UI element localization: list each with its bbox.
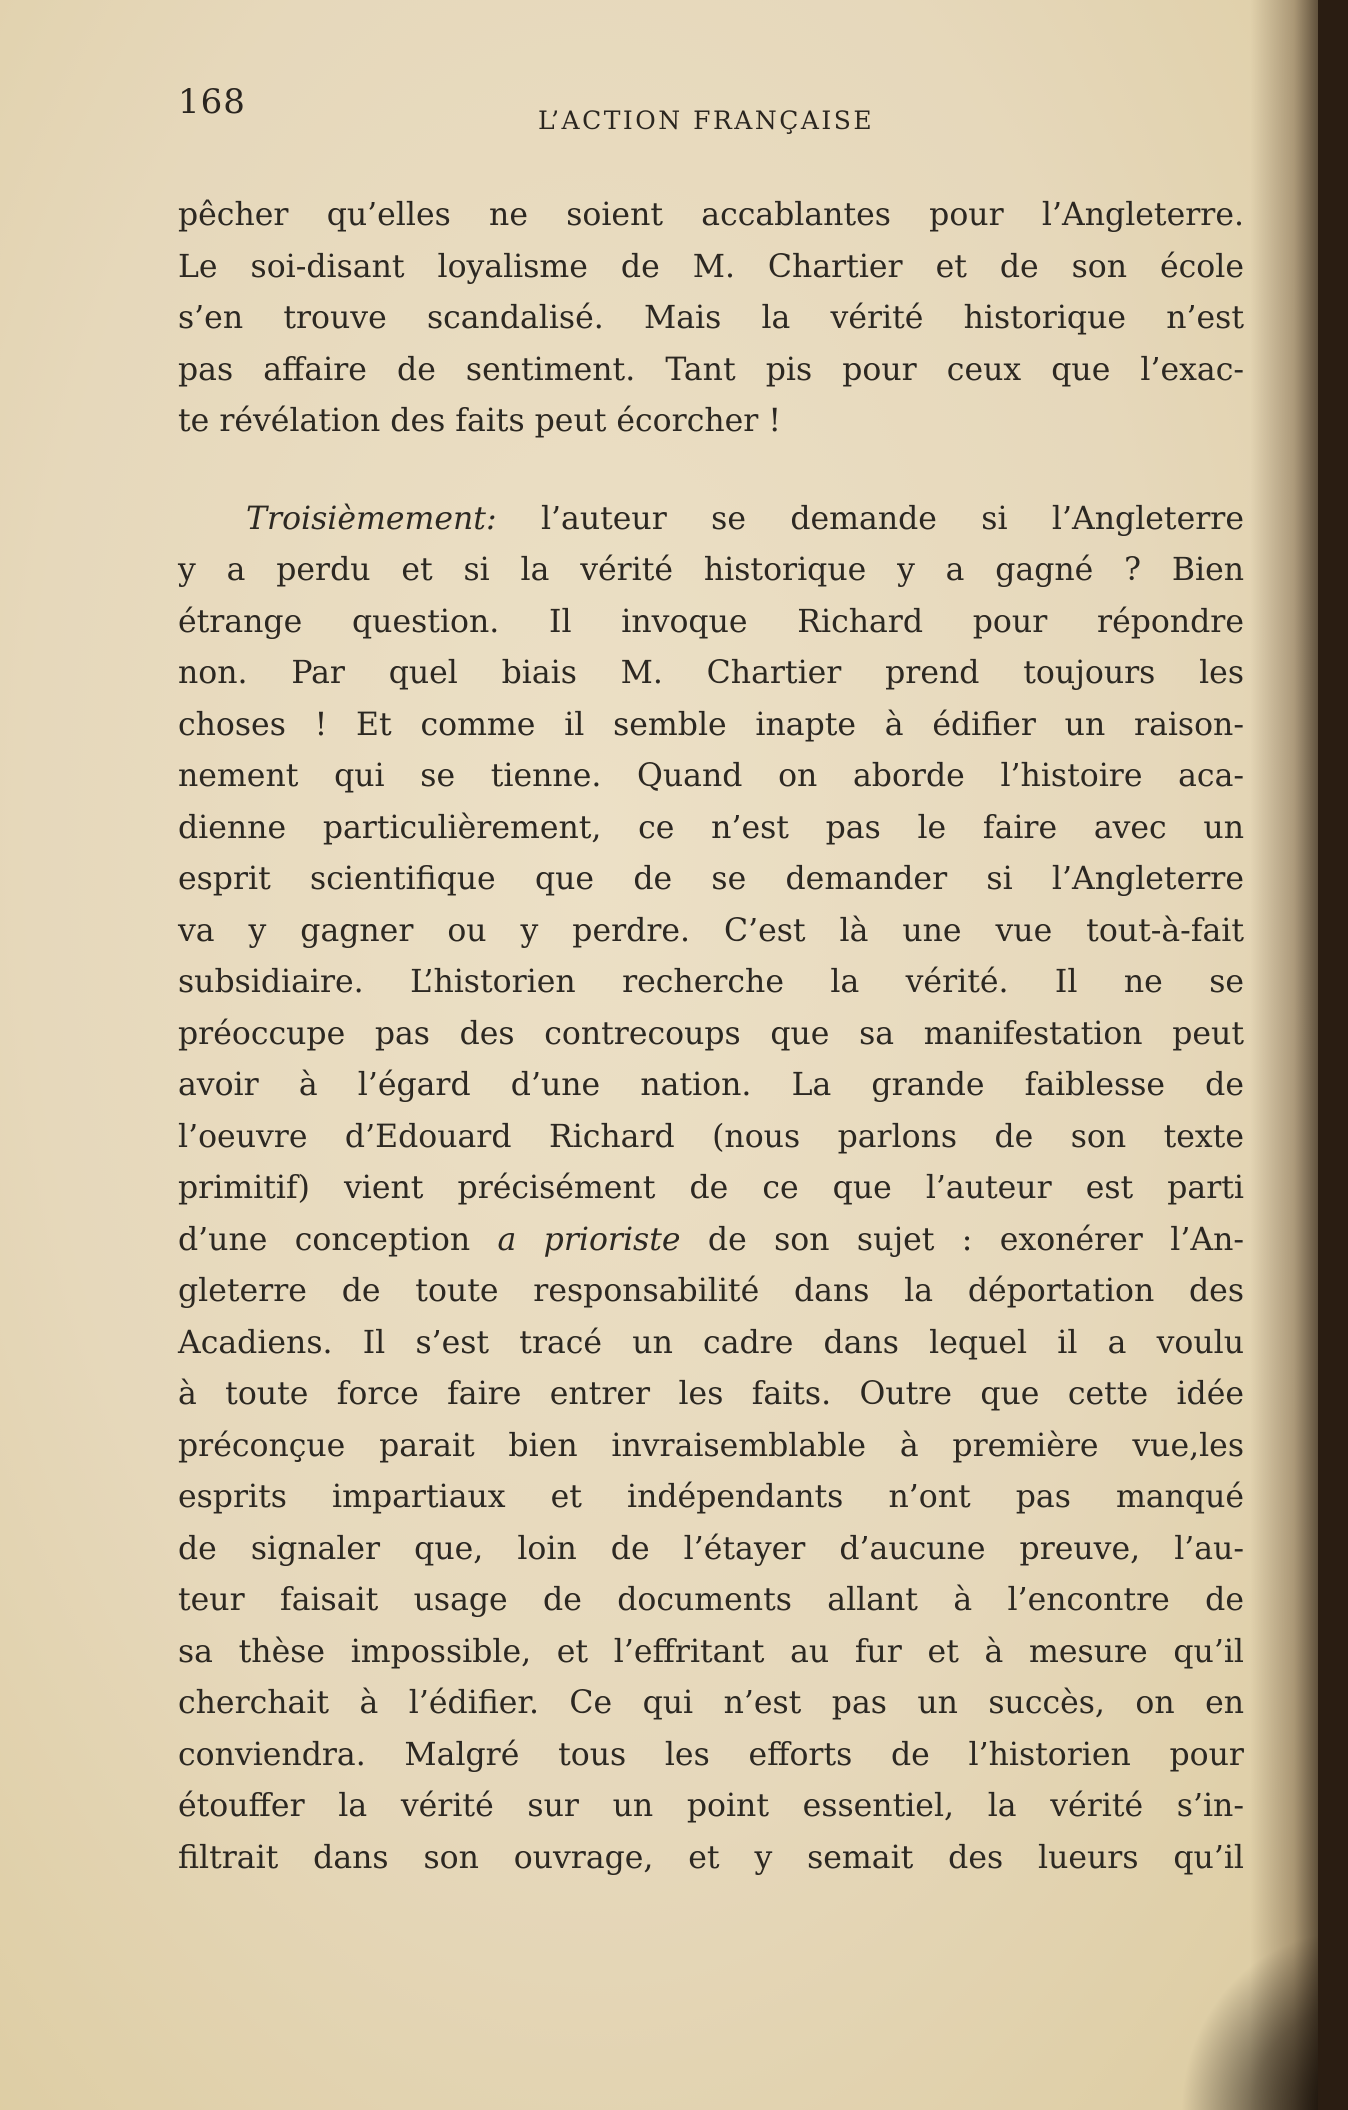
- page-corner-shadow: [1180, 1930, 1318, 2110]
- text-line: subsidiaire. L’historien recherche la vérité. Il ne se: [178, 964, 1244, 1000]
- text-line: filtrait dans son ouvrage, et y semait des lueurs qu’il: [178, 1839, 1244, 1876]
- page-header: [178, 82, 1238, 142]
- book-gutter-shadow: [1250, 0, 1318, 2110]
- text-line: te révélation des faits peut écorcher !: [178, 403, 782, 439]
- text-line: avoir à l’égard d’une nation. La grande faiblesse de: [178, 1067, 1244, 1103]
- italic-phrase: a prioriste: [497, 1221, 681, 1258]
- text-line: s’en trouve scandalisé. Mais la vérité historique n’est: [178, 300, 1244, 336]
- text-line: esprit scientifique que de se demander si l’Angleterre: [178, 861, 1244, 897]
- text-line: à toute force faire entrer les faits. Outre que cette idée: [178, 1376, 1244, 1412]
- text-line: de signaler que, loin de l’étayer d’aucune preuve, l’au-: [178, 1530, 1244, 1567]
- body-text: [178, 190, 1244, 1884]
- paragraph-2: [178, 494, 1244, 1885]
- text-line: nement qui se tienne. Quand on aborde l’histoire aca-: [178, 758, 1244, 794]
- text-line: dienne particulièrement, ce n’est pas le faire avec un: [178, 809, 1244, 846]
- text-line: Acadiens. Il s’est tracé un cadre dans lequel il a voulu: [178, 1324, 1244, 1361]
- text-line: sa thèse impossible, et l’effritant au fur et à mesure qu’il: [178, 1633, 1244, 1670]
- text-line: pêcher qu’elles ne soient accablantes pour l’Angleterre.: [178, 197, 1244, 233]
- paragraph-gap: [178, 448, 1244, 494]
- first-line-rest: l’auteur se demande si l’Angleterre: [496, 500, 1244, 537]
- text-line: teur faisait usage de documents allant à l’encontre de: [178, 1582, 1244, 1618]
- italic-lead: Troisièmement:: [246, 500, 497, 537]
- text-line: préconçue parait bien invraisemblable à première vue,les: [178, 1427, 1244, 1464]
- italic-line-after: de son sujet : exonérer l’An-: [680, 1221, 1245, 1258]
- italic-line-before: d’une conception: [178, 1221, 498, 1258]
- text-line: étrange question. Il invoque Richard pour répondre: [178, 603, 1244, 640]
- paragraph-1: [178, 190, 1244, 448]
- text-line: étouffer la vérité sur un point essentiel, la vérité s’in-: [178, 1788, 1244, 1824]
- text-line: primitif) vient précisément de ce que l’auteur est parti: [178, 1170, 1244, 1206]
- text-line: préoccupe pas des contrecoups que sa manifestation peut: [178, 1015, 1244, 1052]
- text-line: non. Par quel biais M. Chartier prend toujours les: [178, 655, 1244, 691]
- text-line: conviendra. Malgré tous les efforts de l’historien pour: [178, 1736, 1244, 1773]
- text-line: esprits impartiaux et indépendants n’ont pas manqué: [178, 1479, 1244, 1515]
- text-line: choses ! Et comme il semble inapte à édifier un raison-: [178, 706, 1244, 743]
- text-line: l’oeuvre d’Edouard Richard (nous parlons de son texte: [178, 1118, 1244, 1155]
- text-line: va y gagner ou y perdre. C’est là une vue tout-à-fait: [178, 912, 1244, 949]
- running-title: L’ACTION FRANÇAISE: [538, 106, 875, 135]
- text-line: gleterre de toute responsabilité dans la déportation des: [178, 1273, 1244, 1309]
- text-line-first: [178, 494, 1244, 546]
- text-line: y a perdu et si la vérité historique y a gagné ? Bien: [178, 552, 1244, 588]
- text-line: pas affaire de sentiment. Tant pis pour ceux que l’exac-: [178, 351, 1244, 388]
- text-line-italic: [178, 1215, 1244, 1267]
- text-line: Le soi-disant loyalisme de M. Chartier et de son école: [178, 248, 1244, 285]
- page-number: 168: [178, 82, 246, 122]
- text-line: cherchait à l’édifier. Ce qui n’est pas un succès, on en: [178, 1685, 1244, 1721]
